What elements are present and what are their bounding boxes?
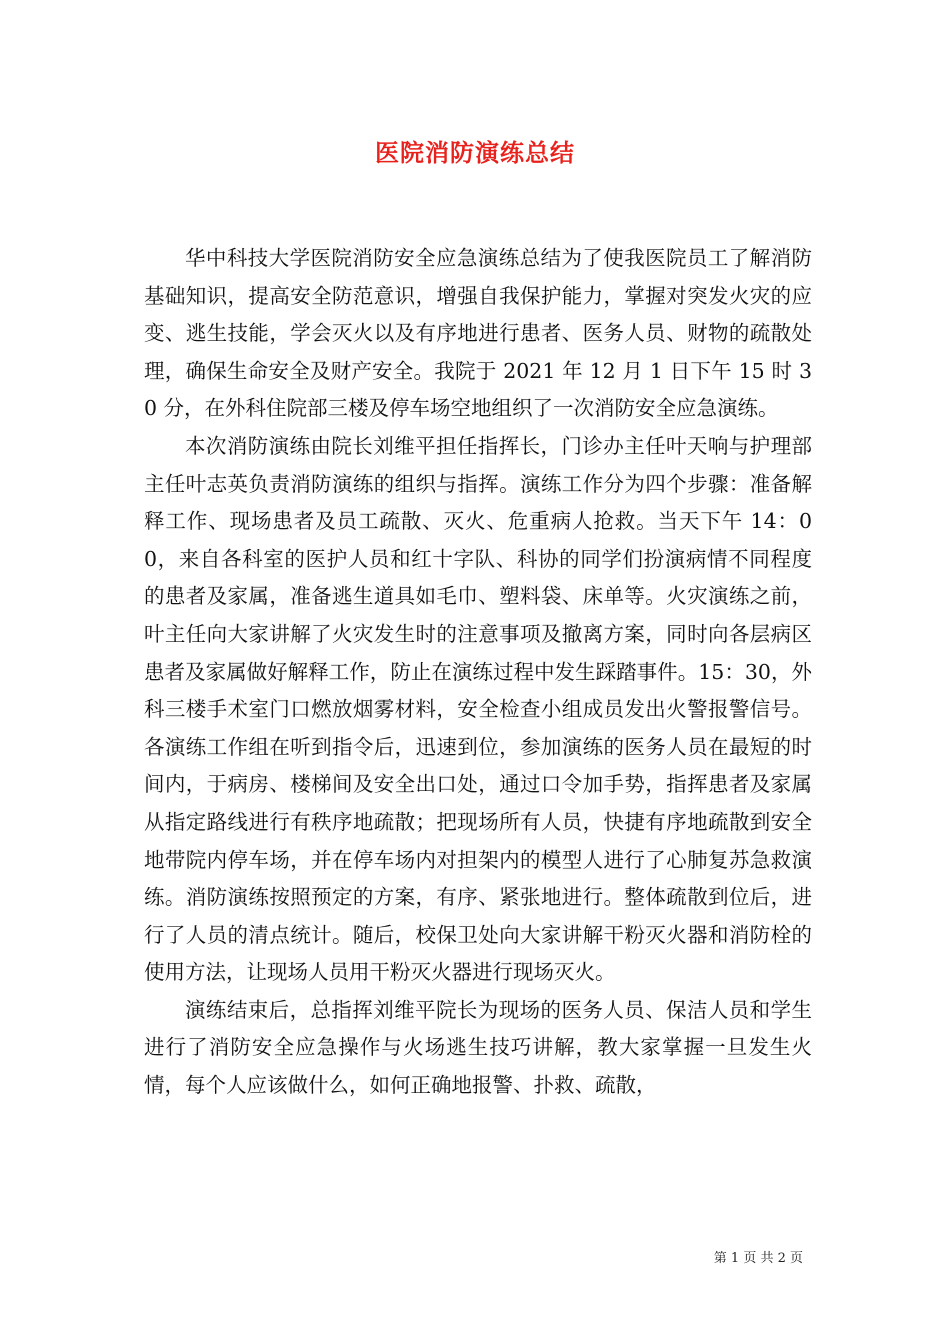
paragraph-process: 本次消防演练由院长刘维平担任指挥长，门诊办主任叶天响与护理部主任叶志英负责消防演练的组织与指挥。演练工作分为四个步骤：准备解释工作、现场患者及员工疏散、灭火、危重病人抢救。当天下午 14：00，来自各科室的医护人员和红十字队、科协的同学们扮演病情不同程度的患者及家属，准备逃生道具如毛巾、塑料袋、床单等。火灾演练之前，叶主任向大家讲解了火灾发生时的注意事项及撤离方案，同时向各层病区患者及家属做好解释工作，防止在演练过程中发生踩踏事件。15：30，外科三楼手术室门口燃放烟雾材料，安全检查小组成员发出火警报警信号。各演练工作组在听到指令后，迅速到位，参加演练的医务人员在最短的时间内，于病房、楼梯间及安全出口处，通过口令加手势，指挥患者及家属从指定路线进行有秩序地疏散；把现场所有人员，快捷有序地疏散到安全地带院内停车场，并在停车场内对担架内的模型人进行了心肺复苏急救演练。消防演练按照预定的方案，有序、紧张地进行。整体疏散到位后，进行了人员的清点统计。随后，校保卫处向大家讲解干粉灭火器和消防栓的使用方法，让现场人员用干粉灭火器进行现场灭火。 (144, 433, 812, 985)
document-body (144, 240, 812, 1105)
document-title: 医院消防演练总结 (375, 138, 575, 167)
paragraph-intro: 华中科技大学医院消防安全应急演练总结为了使我医院员工了解消防基础知识，提高安全防范意识，增强自我保护能力，掌握对突发火灾的应变、逃生技能，学会灭火以及有序地进行患者、医务人员、财物的疏散处理，确保生命安全及财产安全。我院于 2021 年 12 月 1 日下午 15 时 30 分，在外科住院部三楼及停车场空地组织了一次消防安全应急演练。 (144, 246, 812, 421)
page-number: 第 1 页 共 2 页 (713, 1251, 803, 1266)
paragraph-conclusion: 演练结束后，总指挥刘维平院长为现场的医务人员、保洁人员和学生进行了消防安全应急操作与火场逃生技巧讲解，教大家掌握一旦发生火情，每个人应该做什么，如何正确地报警、扑救、疏散， (144, 997, 812, 1098)
